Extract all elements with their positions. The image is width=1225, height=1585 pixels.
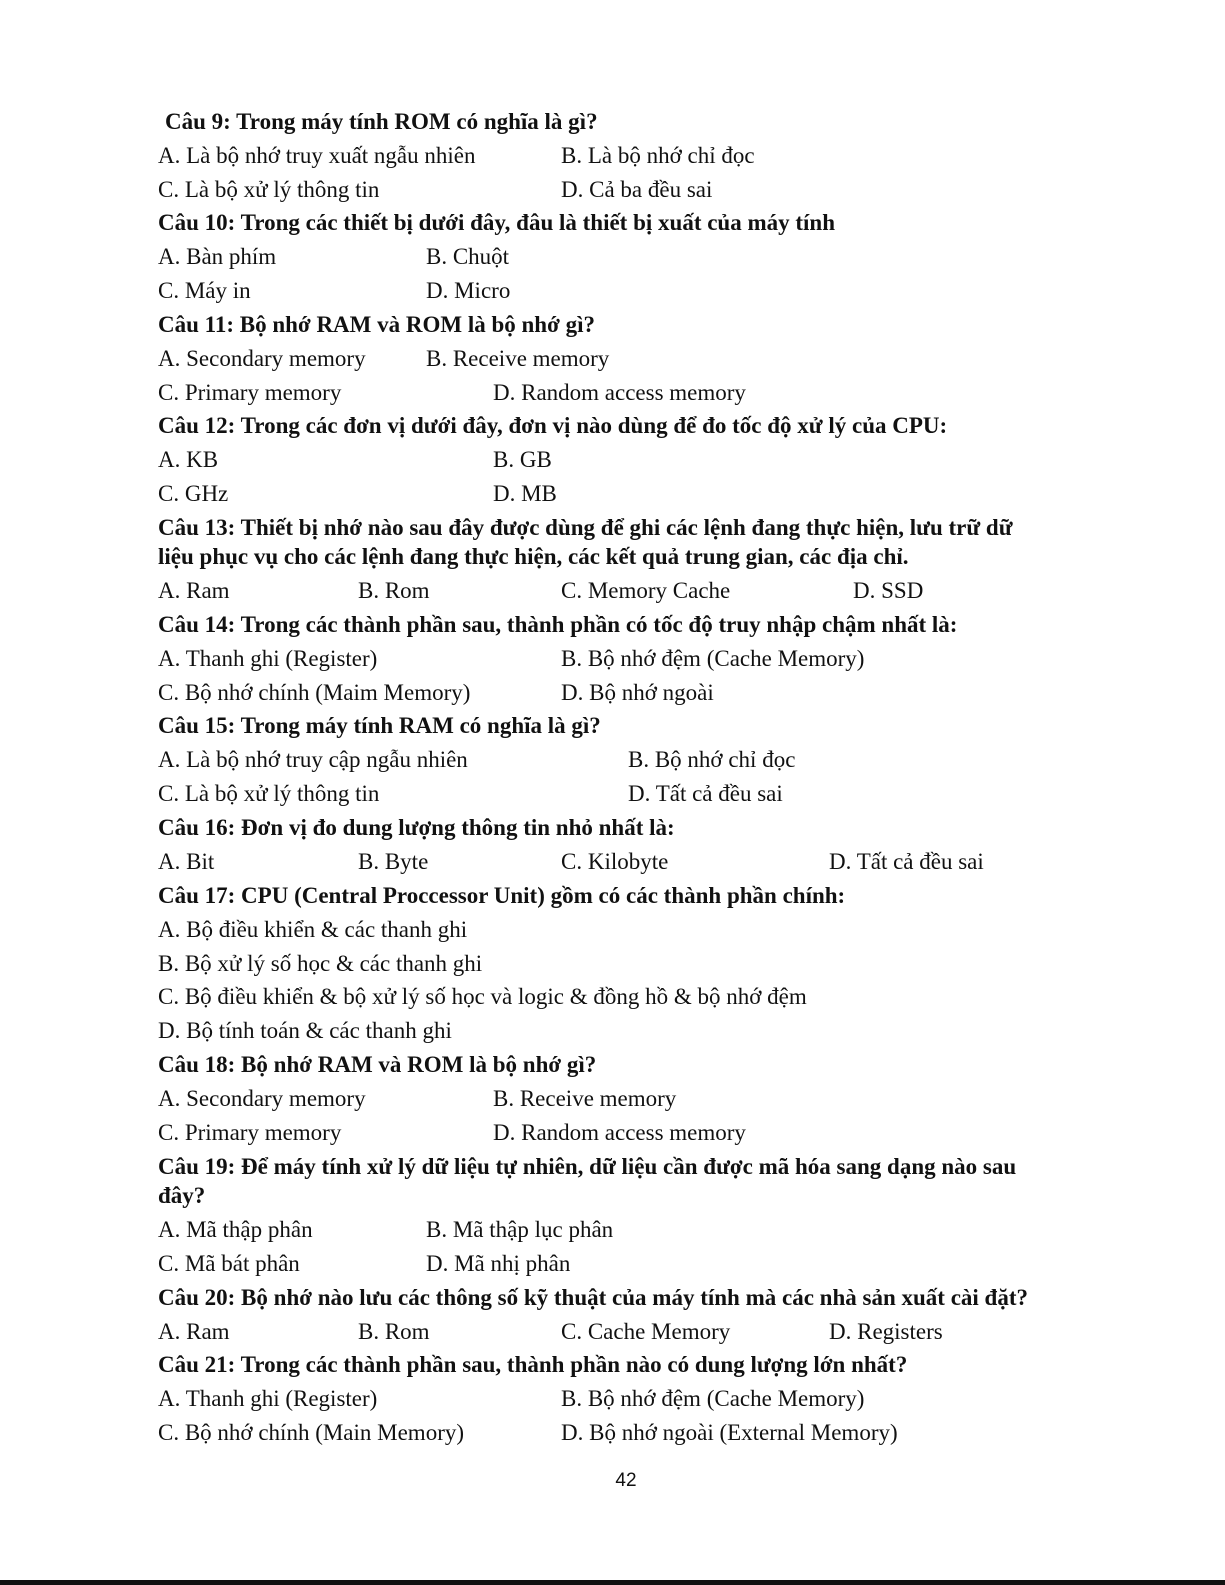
option-19c: C. Mã bát phân bbox=[158, 1251, 300, 1276]
page-number: 42 bbox=[615, 1470, 637, 1491]
option-16c: C. Kilobyte bbox=[561, 849, 669, 874]
option-20b: B. Rom bbox=[358, 1319, 430, 1344]
question-20: Câu 20: Bộ nhớ nào lưu các thông số kỹ thuật của máy tính mà các nhà sản xuất cài đặt? bbox=[158, 1285, 1028, 1310]
option-15a: A. Là bộ nhớ truy cập ngẫu nhiên bbox=[158, 747, 468, 772]
option-16b: B. Byte bbox=[358, 849, 429, 874]
question-19-line1: Câu 19: Để máy tính xử lý dữ liệu tự nhiên, dữ liệu cần được mã hóa sang dạng nào sau bbox=[158, 1154, 1017, 1179]
question-9: Câu 9: Trong máy tính ROM có nghĩa là gì? bbox=[165, 109, 598, 134]
question-11: Câu 11: Bộ nhớ RAM và ROM là bộ nhớ gì? bbox=[158, 312, 595, 337]
question-16: Câu 16: Đơn vị đo dung lượng thông tin nhỏ nhất là: bbox=[158, 815, 675, 840]
option-13c: C. Memory Cache bbox=[561, 578, 731, 603]
option-11b: B. Receive memory bbox=[426, 346, 610, 371]
option-9b: B. Là bộ nhớ chỉ đọc bbox=[561, 143, 755, 168]
option-9d: D. Cả ba đều sai bbox=[561, 177, 713, 202]
option-21d: D. Bộ nhớ ngoài (External Memory) bbox=[561, 1420, 898, 1445]
option-18d: D. Random access memory bbox=[493, 1120, 746, 1145]
option-9c: C. Là bộ xử lý thông tin bbox=[158, 177, 380, 202]
option-15c: C. Là bộ xử lý thông tin bbox=[158, 781, 380, 806]
question-10: Câu 10: Trong các thiết bị dưới đây, đâu là thiết bị xuất của máy tính bbox=[158, 210, 836, 235]
question-17: Câu 17: CPU (Central Proccessor Unit) gồm có các thành phần chính: bbox=[158, 883, 846, 908]
option-10a: A. Bàn phím bbox=[158, 244, 277, 269]
question-18: Câu 18: Bộ nhớ RAM và ROM là bộ nhớ gì? bbox=[158, 1052, 597, 1077]
option-20c: C. Cache Memory bbox=[561, 1319, 731, 1344]
option-13b: B. Rom bbox=[358, 578, 430, 603]
option-16d: D. Tất cả đều sai bbox=[829, 849, 984, 874]
option-12b: B. GB bbox=[493, 447, 552, 472]
option-17b: B. Bộ xử lý số học & các thanh ghi bbox=[158, 951, 483, 976]
option-14d: D. Bộ nhớ ngoài bbox=[561, 680, 714, 705]
option-10d: D. Micro bbox=[426, 278, 511, 303]
option-17d: D. Bộ tính toán & các thanh ghi bbox=[158, 1018, 452, 1043]
option-20d: D. Registers bbox=[829, 1319, 943, 1344]
option-11d: D. Random access memory bbox=[493, 380, 746, 405]
option-16a: A. Bit bbox=[158, 849, 215, 874]
option-15b: B. Bộ nhớ chỉ đọc bbox=[628, 747, 796, 772]
option-19b: B. Mã thập lục phân bbox=[426, 1217, 614, 1242]
option-10b: B. Chuột bbox=[426, 244, 510, 269]
option-19a: A. Mã thập phân bbox=[158, 1217, 313, 1242]
option-9a: A. Là bộ nhớ truy xuất ngẫu nhiên bbox=[158, 143, 476, 168]
question-21: Câu 21: Trong các thành phần sau, thành phần nào có dung lượng lớn nhất? bbox=[158, 1352, 908, 1377]
question-13-line1: Câu 13: Thiết bị nhớ nào sau đây được dùng để ghi các lệnh đang thực hiện, lưu trữ dữ bbox=[158, 515, 1013, 540]
option-21b: B. Bộ nhớ đệm (Cache Memory) bbox=[561, 1386, 865, 1411]
option-12d: D. MB bbox=[493, 481, 557, 506]
bottom-border bbox=[0, 1580, 1225, 1585]
option-14c: C. Bộ nhớ chính (Maim Memory) bbox=[158, 680, 471, 705]
question-19-line2: đây? bbox=[158, 1183, 206, 1208]
option-12a: A. KB bbox=[158, 447, 219, 472]
option-13a: A. Ram bbox=[158, 578, 230, 603]
option-17c: C. Bộ điều khiển & bộ xử lý số học và logic & đồng hồ & bộ nhớ đệm bbox=[158, 984, 807, 1009]
question-12: Câu 12: Trong các đơn vị dưới đây, đơn vị nào dùng để đo tốc độ xử lý của CPU: bbox=[158, 413, 948, 438]
option-17a: A. Bộ điều khiển & các thanh ghi bbox=[158, 917, 468, 942]
option-10c: C. Máy in bbox=[158, 278, 251, 303]
option-14b: B. Bộ nhớ đệm (Cache Memory) bbox=[561, 646, 865, 671]
option-13d: D. SSD bbox=[853, 578, 924, 603]
option-21a: A. Thanh ghi (Register) bbox=[158, 1386, 378, 1411]
option-18b: B. Receive memory bbox=[493, 1086, 677, 1111]
option-21c: C. Bộ nhớ chính (Main Memory) bbox=[158, 1420, 465, 1445]
question-14: Câu 14: Trong các thành phần sau, thành phần có tốc độ truy nhập chậm nhất là: bbox=[158, 612, 958, 637]
option-18c: C. Primary memory bbox=[158, 1120, 342, 1145]
option-19d: D. Mã nhị phân bbox=[426, 1251, 571, 1276]
option-12c: C. GHz bbox=[158, 481, 229, 506]
option-11a: A. Secondary memory bbox=[158, 346, 366, 371]
option-15d: D. Tất cả đều sai bbox=[628, 781, 783, 806]
question-15: Câu 15: Trong máy tính RAM có nghĩa là gì? bbox=[158, 713, 601, 738]
option-18a: A. Secondary memory bbox=[158, 1086, 366, 1111]
option-20a: A. Ram bbox=[158, 1319, 230, 1344]
option-11c: C. Primary memory bbox=[158, 380, 342, 405]
option-14a: A. Thanh ghi (Register) bbox=[158, 646, 378, 671]
question-13-line2: liệu phục vụ cho các lệnh đang thực hiện, các kết quả trung gian, các địa chỉ. bbox=[158, 544, 909, 569]
